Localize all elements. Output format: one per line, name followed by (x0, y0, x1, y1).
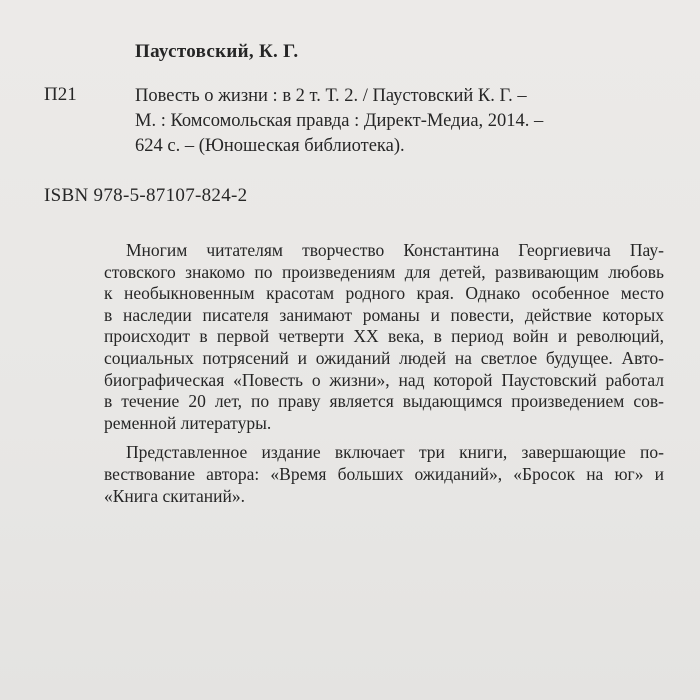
isbn-number: ISBN 978-5-87107-824-2 (44, 185, 248, 206)
annotation-line: социальных потрясений и ожиданий людей на светлое будущее. Авто- (104, 347, 664, 368)
author-name: Паустовский, К. Г. (135, 41, 299, 62)
annotation-line: ременной литературы. (104, 412, 272, 433)
annotation-text (104, 240, 664, 507)
annotation-line: «Книга скитаний». (104, 485, 245, 506)
bibliographic-description (135, 84, 645, 159)
description-line: Повесть о жизни : в 2 т. Т. 2. / Паустовский К. Г. – (135, 86, 527, 106)
description-line: 624 с. – (Юношеская библиотека). (135, 136, 405, 156)
annotation-line: вествование автора: «Время больших ожиданий», «Бросок на юг» и (104, 463, 664, 484)
annotation-line: к необыкновенным красотам родного края. Однако особенное место (104, 283, 664, 304)
annotation-line: Представленное издание включает три книги, завершающие по- (126, 442, 664, 463)
annotation-line: в течение 20 лет, по праву является выдающимся произведением сов- (104, 391, 664, 412)
annotation-line: происходит в первой четверти XX века, в период войн и революций, (104, 326, 664, 347)
annotation-paragraph-1 (104, 240, 664, 434)
description-line: М. : Комсомольская правда : Директ-Медиа, 2014. – (135, 111, 544, 131)
annotation-line: Многим читателям творчество Константина Георгиевича Пау- (126, 240, 664, 260)
bbk-code: П21 (44, 84, 77, 105)
annotation-line: в наследии писателя занимают романы и повести, действие которых (104, 304, 664, 325)
annotation-line: стовского знакомо по произведениям для детей, развивающим любовь (104, 261, 664, 282)
annotation-line: биографическая «Повесть о жизни», над которой Паустовский работал (104, 369, 664, 390)
annotation-paragraph-2 (104, 442, 664, 507)
